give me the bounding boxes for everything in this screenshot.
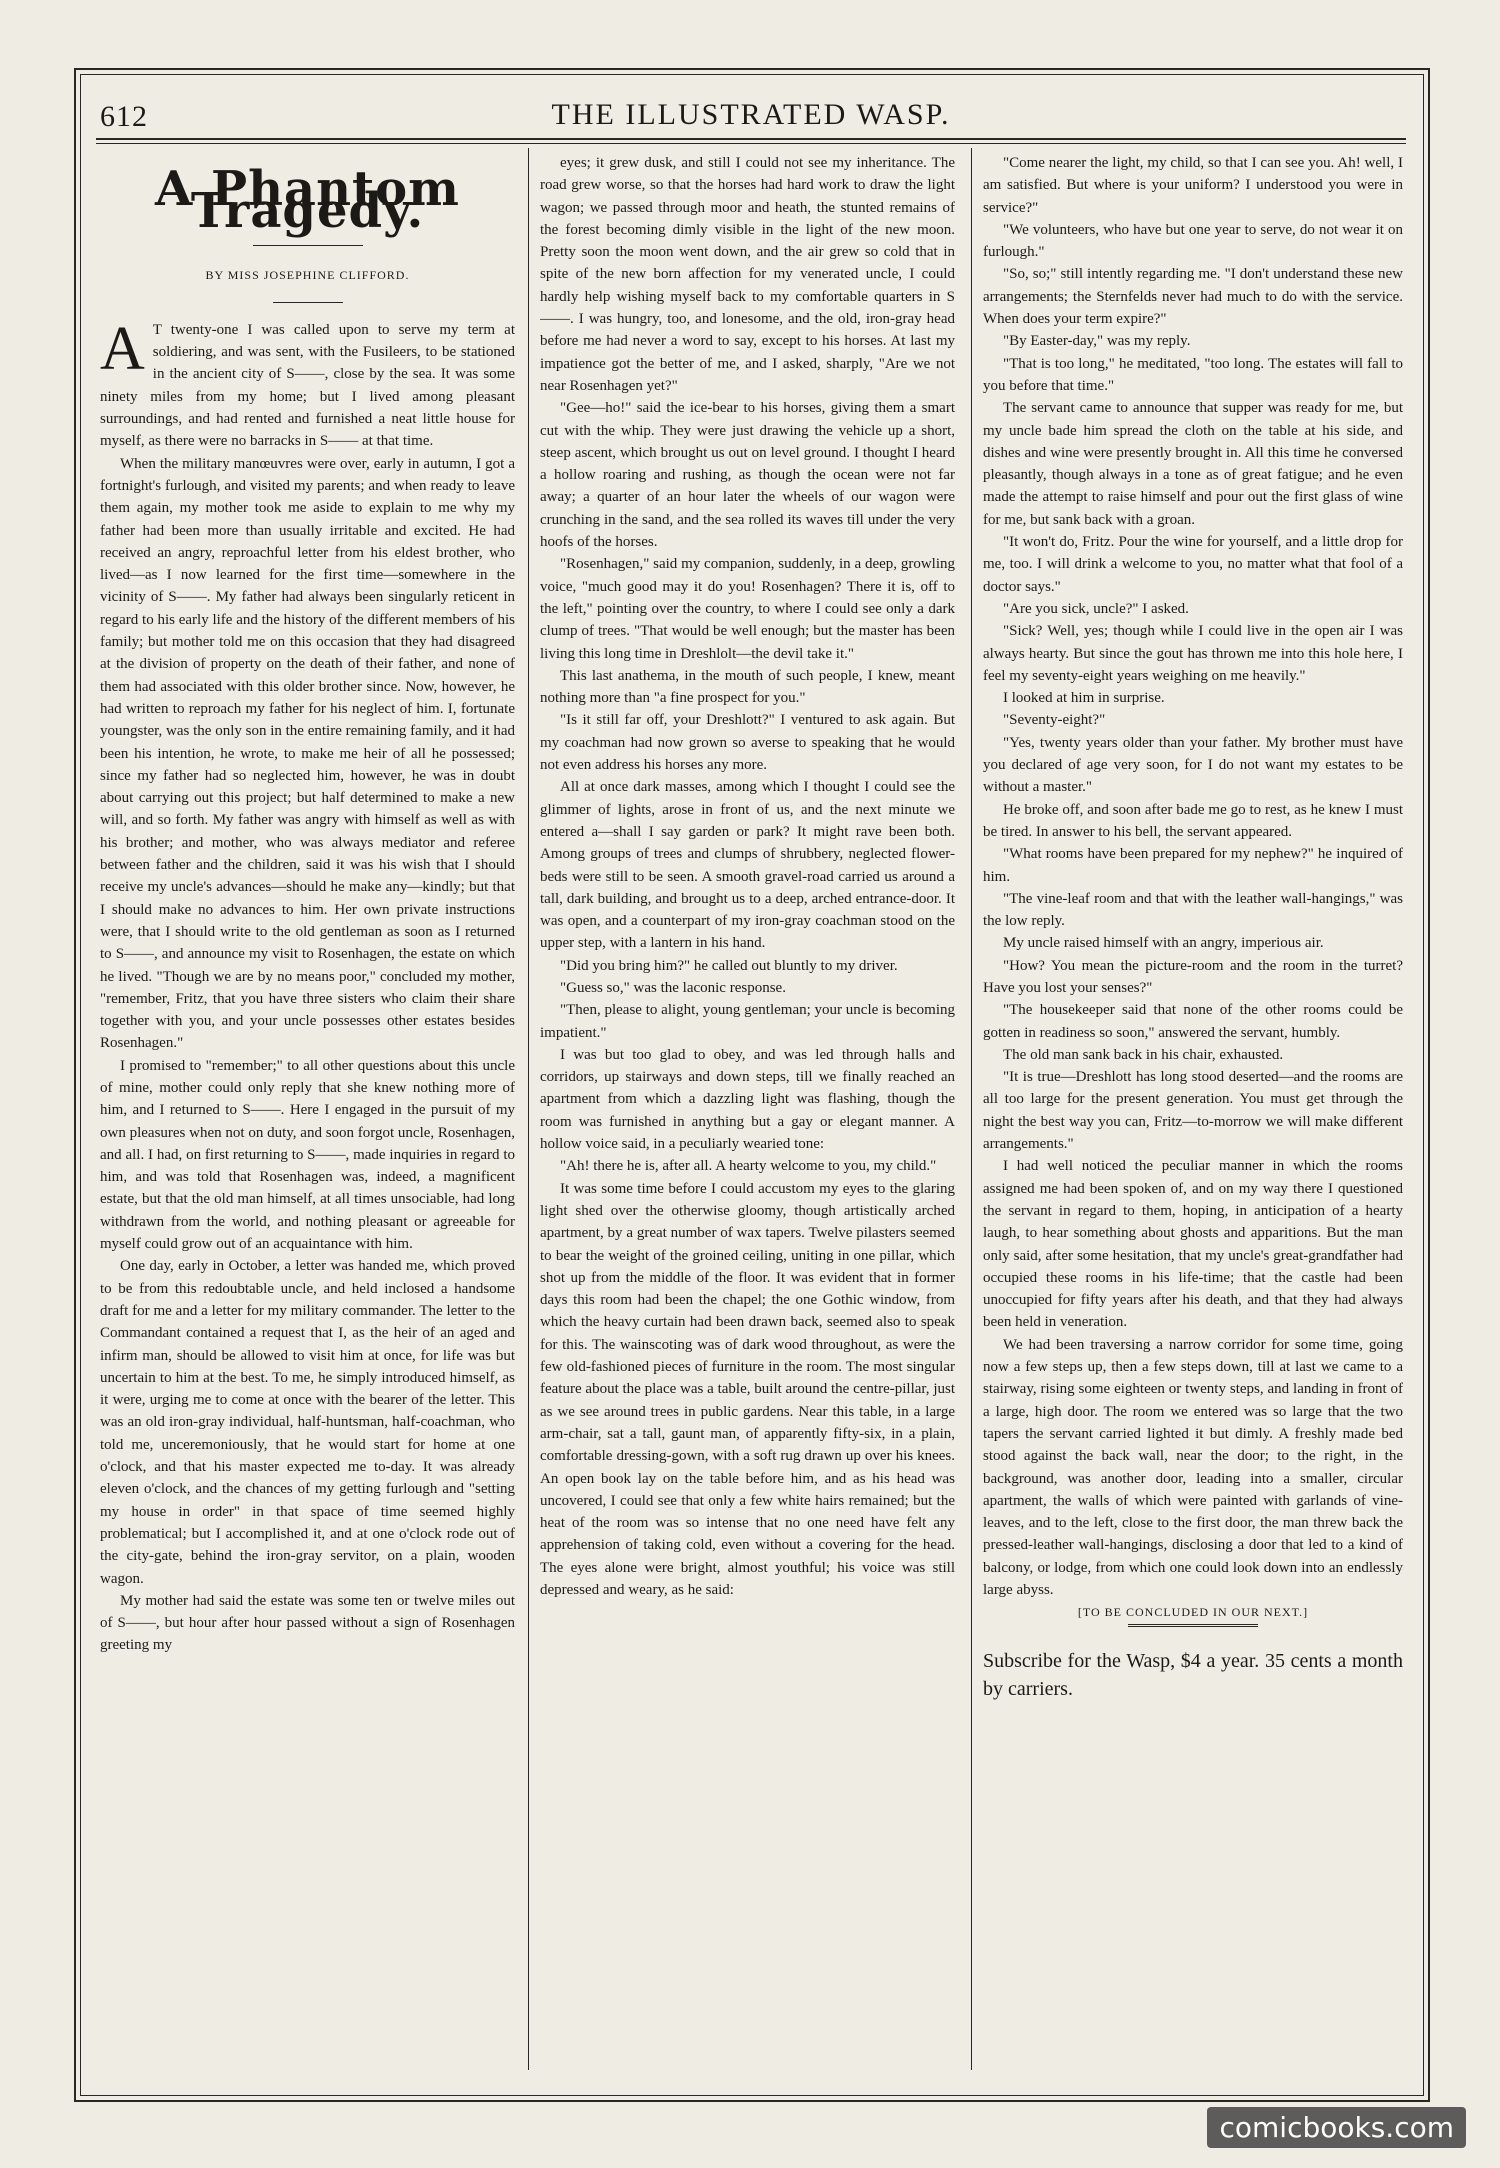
paragraph: "The housekeeper said that none of the other rooms could be gotten in readiness so soon," answered the servant, humbly. — [983, 1002, 1403, 1041]
paragraph: "We volunteers, who have but one year to serve, do not wear it on furlough." — [983, 221, 1403, 261]
paragraph: "It is true—Dreshlott has long stood deserted—and the rooms are all too large for the present generation. You must get through the night the best way you can, Fritz—to-morrow we will make different arrangements." — [983, 1069, 1403, 1153]
column-2 — [540, 152, 955, 2067]
paragraph: My mother had said the estate was some ten or twelve miles out of S——, but hour after hour passed without a sign of Rosenhagen greeting my — [100, 1592, 515, 1654]
paragraph: "Rosenhagen," said my companion, suddenly, in a deep, growling voice, "much good may it do you! Rosenhagen? There it is, off to the left," pointing over the country, to where I could see only a dark clump of trees. "That would be well enough; but the master has been living this long time in Dreshlolt—the devil take it." — [540, 556, 955, 662]
page-header — [96, 98, 1406, 140]
paragraph: I had well noticed the peculiar manner in which the rooms assigned me had been spoken of, and on my way there I questioned the servant in regard to them, hoping, in anticipation of a hearty laugh, to hear something about ghosts and apparitions. But the man only said, after some hesitation, that my uncle's great-grandfather had occupied these rooms in his life-time; that the castle had been unoccupied for fifty years after his death, and that they had always been held in veneration. — [983, 1158, 1403, 1331]
subscription-notice: Subscribe for the Wasp, $4 a year. 35 cents a month by carriers. — [983, 1649, 1403, 1700]
title-rule — [253, 245, 363, 246]
paragraph: "Are you sick, uncle?" I asked. — [1003, 600, 1189, 617]
header-rule — [96, 143, 1406, 144]
paragraph: It was some time before I could accustom my eyes to the glaring light shed over the otherwise gloomy, though artistically arched apartment, by a great number of wax tapers. Twelve pilasters seemed to bear the weight of the groined ceiling, uniting in one pillar, which shot up from the middle of the floor. It was evident that in former days this room had been the chapel; the one Gothic window, from which the heavy curtain had been drawn back, seemed also to speak for this. The wainscoting was of dark wood throughout, as were the few old-fashioned pieces of furniture in the room. The most singular feature about the place was a table, built around the centre-pillar, just as we see around trees in public gardens. Near this table, in a large arm-chair, sat a tall, gaunt man, of apparently fifty-six, in a plain, comfortable dressing-gown, with a soft rug drawn up over his knees. An open book lay on the table before him, and as his head was uncovered, I could see that only a few white hairs remained; but the heat of the room was so intense that no one need have felt any apprehension of taking cold, even without a covering for the head. The eyes alone were bright, almost youthful; his voice was still depressed and weary, as he said: — [540, 1180, 955, 1598]
paragraph: "How? You mean the picture-room and the room in the turret? Have you lost your senses?" — [983, 957, 1403, 996]
masthead: THE ILLUSTRATED WASP. — [551, 98, 951, 131]
paragraph: "Is it still far off, your Dreshlott?" I ventured to ask again. But my coachman had now grown so averse to speaking that he would not even address his horses any more. — [540, 712, 955, 774]
paragraph: "Then, please to alight, young gentleman; your uncle is becoming impatient." — [540, 1002, 955, 1041]
paragraph: "Ah! there he is, after all. A hearty welcome to you, my child." — [560, 1158, 937, 1175]
paragraph: I looked at him in surprise. — [1003, 690, 1165, 707]
paragraph: "Gee—ho!" said the ice-bear to his horses, giving them a smart cut with the whip. They were just drawing the vehicle up a short, steep ascent, which brought us out on level ground. I thought I heard a hollow roaring and rushing, as though the ocean were not far away; a quarter of an hour later the wheels of our wagon were crunching in the sand, and the sea rolled its waves till under the very hoofs of the horses. — [540, 400, 955, 551]
paragraph: "Seventy-eight?" — [1003, 712, 1106, 729]
paragraph: My uncle raised himself with an angry, imperious air. — [1003, 935, 1324, 952]
paragraph: "So, so;" still intently regarding me. "I don't understand these new arrangements; the Sternfelds never had much to do with the service. When does your term expire?" — [983, 266, 1403, 328]
article-title: A Phantom Tragedy. — [155, 161, 460, 240]
paragraph: All at once dark masses, among which I thought I could see the glimmer of lights, arose in front of us, and the next minute we entered a—shall I say garden or park? It might rave been both. Among groups of trees and clumps of shrubbery, neglected flower-beds were still to be seen. A smooth gravel-road carried us around a tall, dark building, and brought us to a deep, arched entrance-door. It was open, and a counterpart of my iron-gray coachman stood on the upper step, with a lantern in his hand. — [540, 779, 955, 952]
paragraph: "Did you bring him?" he called out bluntly to my driver. — [560, 957, 898, 974]
paragraph: When the military manœuvres were over, early in autumn, I got a fortnight's furlough, and visited my parents; and when ready to leave them again, my mother took me aside to explain to me why my father had been more than usually irritable and excited. He had received an angry, reproachful letter from his eldest brother, who lived—as I now learned for the first time—somewhere in the vicinity of S——. My father had always been singularly reticent in regard to his early life and the history of the different members of his family; but mother told me on this occasion that they had disagreed at the division of property on the death of their father, and none of them had associated with this older brother since. Now, however, he had written to reproach my father for his neglect of him. I, fortunate youngster, was the only son in the entire remaining family, and it had been his intention, he wrote, to make me heir of all he possessed; since my father had so neglected him, however, he was in doubt about carrying out this project; but half determined to make a new will, and so forth. My father was angry with himself as well as with his brother; and mother, who was always mediator and referee between father and the children, said it was his wish that I should receive my uncle's advances—should he make any—kindly; but that I should make no advances to him. Her own private instructions were, that I should write to the old gentleman as soon as I returned to S——, and announce my visit to Rosenhagen, the estate on which he lived. "Though we are by no means poor," concluded my mother, "remember, Fritz, that you have three sisters who claim their share together with you, and your uncle possesses other estates besides Rosenhagen." — [100, 455, 515, 1052]
paragraph: "Come nearer the light, my child, so that I can see you. Ah! well, I am satisfied. But where is your uniform? I understood you were in service?" — [983, 155, 1403, 216]
paragraph: He broke off, and soon after bade me go to rest, as he knew I must be tired. In answer to his bell, the servant appeared. — [983, 801, 1403, 840]
column-rule-1 — [528, 148, 529, 2070]
article-byline: BY MISS JOSEPHINE CLIFFORD. — [205, 267, 410, 282]
paragraph: "What rooms have been prepared for my nephew?" he inquired of him. — [983, 846, 1403, 885]
paragraph: "That is too long," he meditated, "too long. The estates will fall to you before that time." — [983, 355, 1403, 394]
paragraph: I was but too glad to obey, and was led through halls and corridors, up stairways and down steps, till we finally reached an apartment from which a dazzling light was flashing, though the room was furnished in anything but a gay or elegant manner. A hollow voice said, in a peculiarly wearied tone: — [540, 1046, 955, 1153]
paragraph: This last anathema, in the mouth of such people, I knew, meant nothing more than "a fine prospect for you." — [540, 667, 955, 707]
paragraph: "By Easter-day," was my reply. — [1003, 333, 1191, 350]
end-rule — [1128, 1624, 1258, 1627]
paragraph: One day, early in October, a letter was handed me, which proved to be from this redoubtable uncle, and held inclosed a handsome draft for me and a letter for my military commander. The letter to the Commandant contained a request that I, as the heir of an aged and infirm man, should be allowed to visit him at once, for life was but uncertain to him at the best. To me, he simply introduced himself, as it were, urging me to come at once with the bearer of the letter. This was an old iron-gray individual, half-huntsman, half-coachman, who told me, unceremoniously, that he would start for home at one o'clock, and that his master expected me to-day. It was already eleven o'clock, and the chances of my getting furlough and "setting my house in order" in that space of time seemed highly problematical; but I accomplished it, and at one o'clock rode out of the city-gate, behind the iron-gray servitor, on a plain, wooden wagon. — [100, 1258, 515, 1587]
paragraph: I promised to "remember;" to all other questions about this uncle of mine, mother could only reply that she knew nothing more of him, and I returned to S——. Here I engaged in the pursuit of my own pleasures when not on duty, and soon forgot uncle, Rosenhagen, and all. I had, on first returning to S——, made inquiries in regard to him, and was told that Rosenhagen was, indeed, a magnificent estate, but that the old man himself, at all times unsociable, had long withdrawn from the world, and nothing pleasant or agreeable for myself could grow out of an acquaintance with him. — [100, 1057, 515, 1253]
paragraph: "Yes, twenty years older than your father. My brother must have you declared of age very soon, for I do not want my estates to be without a master." — [983, 734, 1403, 796]
lead-paragraph — [100, 314, 515, 453]
paragraph: eyes; it grew dusk, and still I could not see my inheritance. The road grew worse, so that the horses had hard work to draw the light wagon; we passed through moor and heath, the stunted remains of the forest becoming dimly visible in the light of the new moon. Pretty soon the moon went down, and the air grew so cold that in spite of the new born affection for my venerated uncle, I could hardly help wishing myself back to my comfortable quarters in S——. I was hungry, too, and lonesome, and the old, iron-gray head before me had never a word to say, except to his horses. At last my impatience got the better of me, and I asked, sharply, "Are we not near Rosenhagen yet?" — [540, 155, 955, 394]
lead-text: T twenty-one I was called upon to serve my term at soldiering, and was sent, with the Fusileers, to be stationed in the ancient city of S——, close by the sea. It was some ninety miles from my home; but I lived among pleasant surroundings, and had rented and furnished a neat little house for myself, as there were no barracks in S—— at that time. — [100, 321, 515, 450]
paragraph: We had been traversing a narrow corridor for some time, going now a few steps up, then a few steps down, till at last we came to a stairway, rising some eighteen or twenty steps, and landing in front of a large, high door. The room we entered was so large that the two tapers the servant carried lighted it but dimly. A freshly made bed stood against the back wall, near the door; to the right, in the background, was another door, leading into a smaller, circular apartment, the walls of which were painted with garlands of vine-leaves, and to the left, close to the first door, the man threw back the pressed-leather wall-hangings, disclosing a door that led to a kind of balcony, or lodge, from which one could look down into an endlessly large abyss. — [983, 1336, 1403, 1598]
paragraph: The old man sank back in his chair, exhausted. — [1003, 1046, 1284, 1063]
column-3 — [983, 152, 1403, 2067]
paragraph: "The vine-leaf room and that with the leather wall-hangings," was the low reply. — [983, 890, 1403, 930]
byline-rule — [273, 302, 343, 303]
column-1 — [100, 152, 515, 2067]
site-watermark: comicbooks.com — [1207, 2107, 1466, 2148]
page-number: 612 — [100, 100, 148, 133]
column-rule-2 — [971, 148, 972, 2070]
paragraph: The servant came to announce that supper was ready for me, but my uncle bade him spread the cloth on the table at his side, and dishes and wine were presently brought in. All this time he conversed pleasantly, though always in a tone as of great fatigue; and he even made the attempt to raise himself and pour out the first glass of wine for me, but sank back with a groan. — [983, 400, 1403, 528]
to-be-concluded-note: [TO BE CONCLUDED IN OUR NEXT.] — [1077, 1605, 1309, 1620]
drop-cap: A — [100, 314, 145, 383]
paragraph: "It won't do, Fritz. Pour the wine for yourself, and a little drop for me, too. I will drink a welcome to you, no matter what that fool of a doctor says." — [983, 534, 1403, 595]
paragraph: "Guess so," was the laconic response. — [560, 979, 786, 996]
paragraph: "Sick? Well, yes; though while I could live in the open air I was always hearty. But since the gout has thrown me into this hole here, I feel my seventy-eight years weighing on me heavily." — [983, 623, 1403, 684]
